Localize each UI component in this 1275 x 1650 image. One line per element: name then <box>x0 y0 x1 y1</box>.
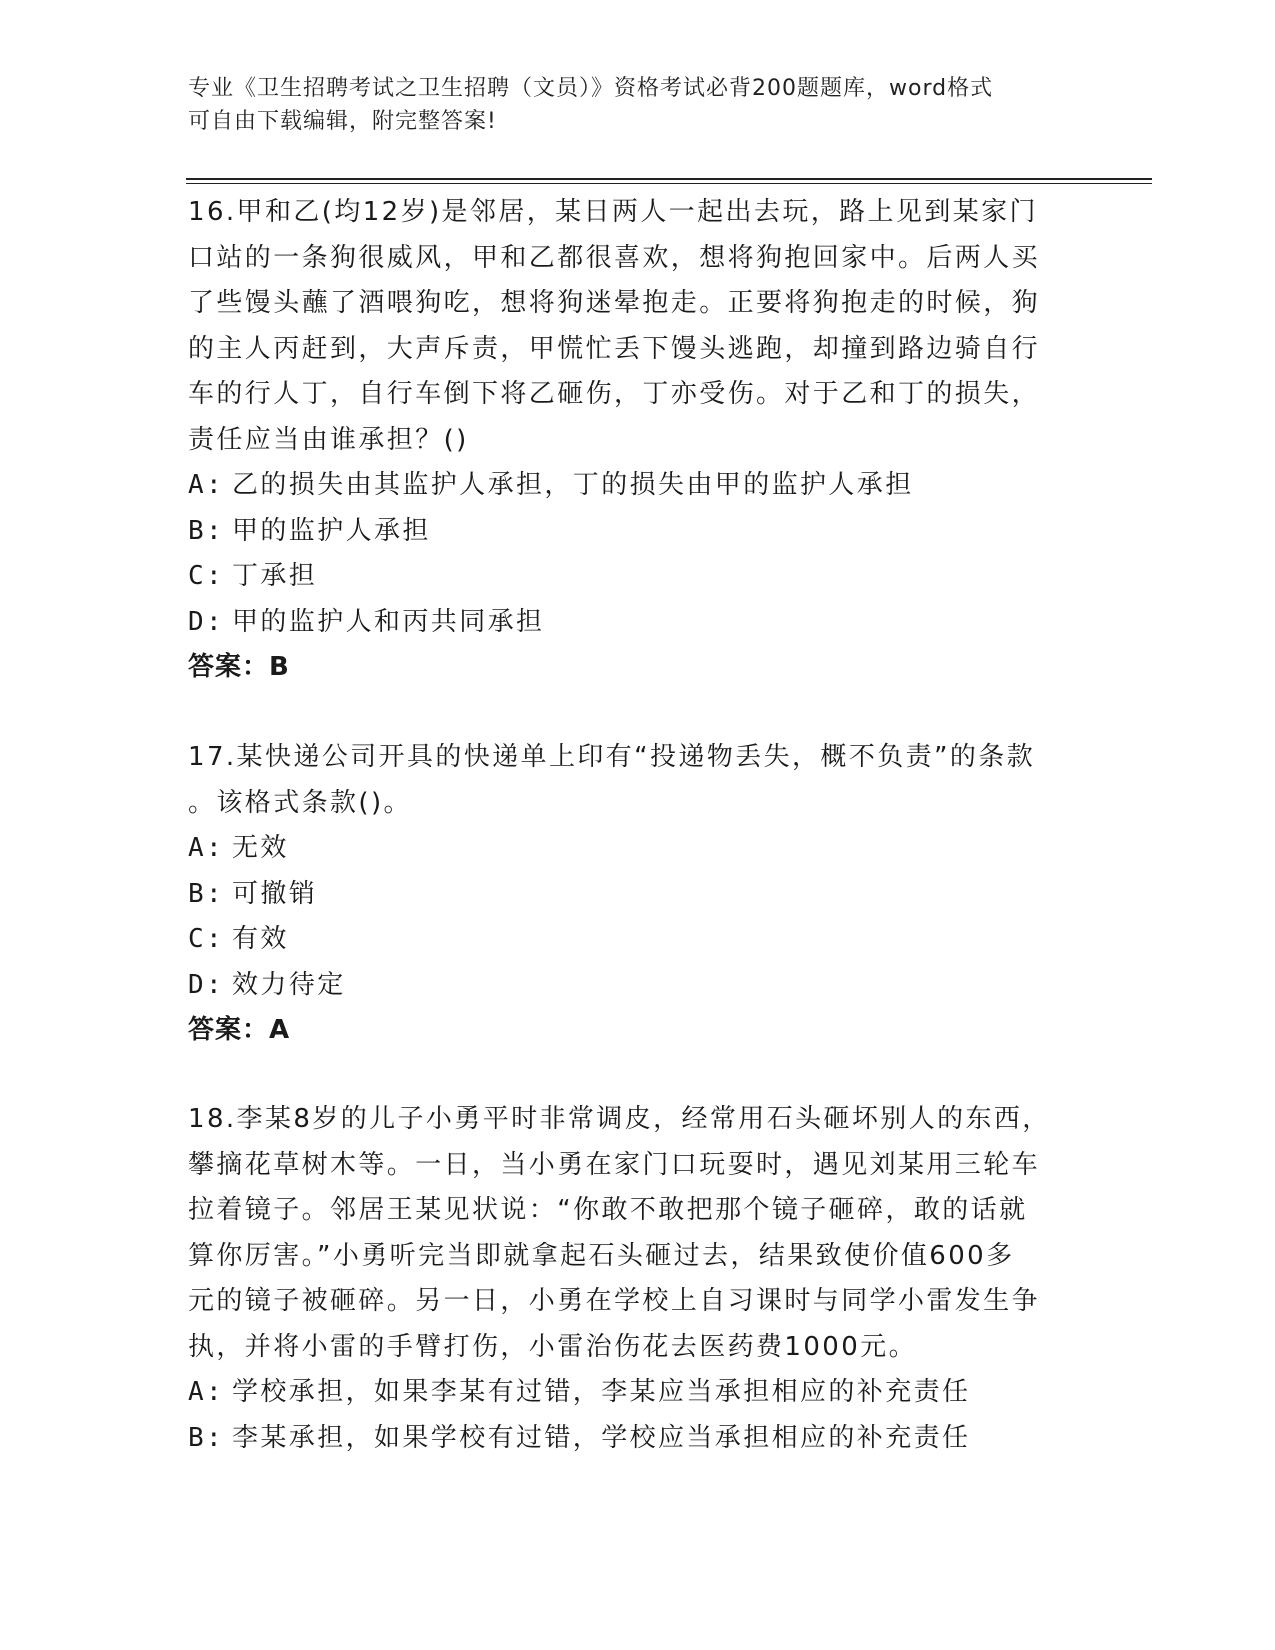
option-text: 甲的监护人承担 <box>232 515 431 546</box>
option-letter: B: <box>188 1422 225 1453</box>
option-letter: D: <box>188 606 225 637</box>
option-a <box>188 1370 1068 1416</box>
question-stem-line: 。该格式条款()。 <box>188 787 412 818</box>
option-text: 丁承担 <box>232 561 318 591</box>
option-letter: A: <box>188 833 225 863</box>
option-letter: C: <box>188 924 225 954</box>
question-stem-line: 口站的一条狗很威风，甲和乙都很喜欢，想将狗抱回家中。后两人买 <box>188 242 1041 273</box>
header-title-line-1: 专业《卫生招聘考试之卫生招聘（文员）》资格考试必背200题题库，word格式 <box>188 76 994 101</box>
question-stem-line: 16.甲和乙(均12岁)是邻居，某日两人一起出去玩，路上见到某家门 <box>188 197 1038 227</box>
option-a <box>188 463 1068 509</box>
question-stem-line: 责任应当由谁承担？() <box>188 424 469 455</box>
question-stem-line: 攀摘花草树木等。一日，当小勇在家门口玩耍时，遇见刘某用三轮车 <box>188 1149 1041 1180</box>
option-c <box>188 554 1068 600</box>
question-17 <box>188 735 1068 1054</box>
question-stem-line: 了些馒头蘸了酒喂狗吃，想将狗迷晕抱走。正要将狗抱走的时候，狗 <box>188 288 1041 318</box>
option-b <box>188 509 1068 555</box>
option-letter: B: <box>188 515 225 546</box>
question-stem-line: 车的行人丁，自行车倒下将乙砸伤，丁亦受伤。对于乙和丁的损失， <box>188 379 1041 409</box>
option-d <box>188 963 1068 1009</box>
option-text: 乙的损失由其监护人承担，丁的损失由甲的监护人承担 <box>232 470 914 500</box>
option-text: 学校承担，如果李某有过错，李某应当承担相应的补充责任 <box>232 1377 971 1407</box>
question-18 <box>188 1097 1068 1461</box>
question-stem-line: 算你厉害。”小勇听完当即就拿起石头砸过去，结果致使价值600多 <box>188 1240 1015 1271</box>
document-header <box>188 72 1088 138</box>
option-a <box>188 826 1068 872</box>
question-stem-line: 元的镜子被砸碎。另一日，小勇在学校上自习课时与同学小雷发生争 <box>188 1286 1041 1316</box>
header-divider-thick <box>186 178 1152 180</box>
option-text: 可撤销 <box>232 878 318 909</box>
question-stem-line: 拉着镜子。邻居王某见状说：“你敢不敢把那个镜子砸碎，敢的话就 <box>188 1195 1028 1225</box>
option-text: 有效 <box>232 924 289 954</box>
option-letter: A: <box>188 1377 225 1407</box>
option-letter: A: <box>188 470 225 500</box>
option-b <box>188 872 1068 918</box>
option-letter: D: <box>188 969 225 1000</box>
option-text: 效力待定 <box>232 969 346 1000</box>
question-stem-line: 17.某快递公司开具的快递单上印有“投递物丢失，概不负责”的条款 <box>188 742 1036 772</box>
option-text: 无效 <box>232 833 289 863</box>
option-b <box>188 1416 1068 1462</box>
answer-label: 答案：A <box>188 1015 291 1045</box>
option-letter: C: <box>188 561 225 591</box>
question-stem-line: 18.李某8岁的儿子小勇平时非常调皮，经常用石头砸坏别人的东西， <box>188 1104 1051 1134</box>
option-letter: B: <box>188 878 225 909</box>
header-divider-thin <box>186 183 1152 184</box>
answer-label: 答案：B <box>188 652 290 682</box>
option-d <box>188 600 1068 646</box>
question-stem-line: 的主人丙赶到，大声斥责，甲慌忙丢下馒头逃跑，却撞到路边骑自行 <box>188 333 1041 364</box>
header-title-line-2: 可自由下载编辑，附完整答案! <box>188 109 497 134</box>
option-c <box>188 917 1068 963</box>
option-text: 甲的监护人和丙共同承担 <box>232 606 545 637</box>
option-text: 李某承担，如果学校有过错，学校应当承担相应的补充责任 <box>232 1422 971 1453</box>
question-stem-line: 执，并将小雷的手臂打伤，小雷治伤花去医药费1000元。 <box>188 1331 917 1362</box>
question-16 <box>188 190 1068 691</box>
